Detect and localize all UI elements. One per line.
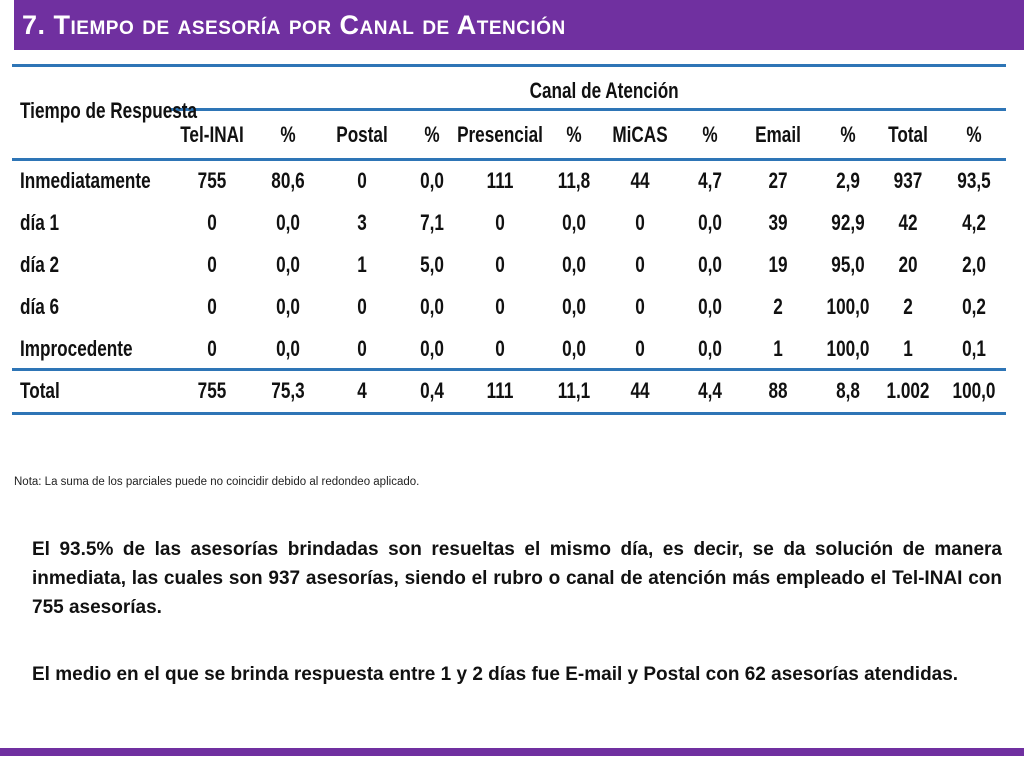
table-cell: 1 bbox=[357, 252, 367, 277]
table-cell: 11,8 bbox=[557, 168, 591, 193]
table-cell: 0 bbox=[357, 336, 367, 361]
table-cell: 0,0 bbox=[276, 336, 300, 361]
table-cell: 0 bbox=[495, 336, 505, 361]
total-cell: 111 bbox=[486, 378, 514, 403]
table-cell: 0 bbox=[207, 294, 217, 319]
table-cell: 0,0 bbox=[420, 294, 444, 319]
table-cell: 0 bbox=[635, 252, 645, 277]
table-cell: 19 bbox=[768, 252, 788, 277]
row-label: Inmediatamente bbox=[20, 168, 151, 193]
column-header: % bbox=[280, 122, 296, 147]
title-bar-white-strip bbox=[0, 0, 14, 50]
summary-paragraph-1: El 93.5% de las asesorías brindadas son resueltas el mismo día, es decir, se da solución de manera inmediata, las cuales son 937 asesorías, siendo el rubro o canal de atención más empleado el Tel-INAI con 755 asesorías. bbox=[32, 539, 1002, 618]
table-cell: 5,0 bbox=[420, 252, 444, 277]
table-cell: 80,6 bbox=[271, 168, 305, 193]
total-top-rule bbox=[12, 368, 1006, 371]
table-cell: 755 bbox=[197, 168, 227, 193]
table-cell: 0,0 bbox=[698, 294, 722, 319]
table-cell: 937 bbox=[893, 168, 923, 193]
table-cell: 0 bbox=[207, 336, 217, 361]
total-cell: 44 bbox=[630, 378, 650, 403]
column-header: Email bbox=[755, 122, 801, 147]
table-cell: 0 bbox=[495, 252, 505, 277]
table-cell: 27 bbox=[768, 168, 788, 193]
row-label: día 2 bbox=[20, 252, 60, 277]
table-cell: 2 bbox=[903, 294, 913, 319]
table-cell: 1 bbox=[903, 336, 913, 361]
table-cell: 2,0 bbox=[962, 252, 986, 277]
table-cell: 0,2 bbox=[962, 294, 986, 319]
table-cell: 93,5 bbox=[957, 168, 991, 193]
table-cell: 0,0 bbox=[698, 252, 722, 277]
table-cell: 4,7 bbox=[698, 168, 722, 193]
table-cell: 92,9 bbox=[831, 210, 865, 235]
table-cell: 3 bbox=[357, 210, 367, 235]
table-cell: 95,0 bbox=[831, 252, 865, 277]
table-bottom-rule bbox=[12, 412, 1006, 415]
table-cell: 1 bbox=[773, 336, 783, 361]
table-cell: 39 bbox=[768, 210, 788, 235]
bottom-bar bbox=[0, 748, 1024, 756]
column-header: Total bbox=[888, 122, 928, 147]
table-cell: 20 bbox=[898, 252, 918, 277]
row-label: día 1 bbox=[20, 210, 60, 235]
row-label: Improcedente bbox=[20, 336, 133, 361]
header-group-rule bbox=[170, 108, 1006, 111]
column-header: % bbox=[966, 122, 982, 147]
table-cell: 0,0 bbox=[276, 210, 300, 235]
table-cell: 100,0 bbox=[826, 294, 870, 319]
total-cell: 0,4 bbox=[420, 378, 444, 403]
table-cell: 100,0 bbox=[826, 336, 870, 361]
table-cell: 0 bbox=[635, 294, 645, 319]
total-cell: 88 bbox=[768, 378, 788, 403]
table-cell: 0,0 bbox=[420, 336, 444, 361]
table-cell: 0,0 bbox=[698, 336, 722, 361]
footnote: Nota: La suma de los parciales puede no coincidir debido al redondeo aplicado. bbox=[14, 476, 420, 488]
column-header: Postal bbox=[336, 122, 388, 147]
table-cell: 7,1 bbox=[420, 210, 444, 235]
table-cell: 0,0 bbox=[276, 252, 300, 277]
table-cell: 0,0 bbox=[562, 294, 586, 319]
table-cell: 0,0 bbox=[562, 210, 586, 235]
column-header: % bbox=[702, 122, 718, 147]
total-cell: 4,4 bbox=[698, 378, 722, 403]
table-cell: 0 bbox=[635, 210, 645, 235]
table-cell: 2,9 bbox=[836, 168, 860, 193]
table-cell: 44 bbox=[630, 168, 650, 193]
canal-de-atencion-header: Canal de Atención bbox=[529, 78, 679, 103]
total-cell: 4 bbox=[357, 378, 367, 403]
table-cell: 42 bbox=[898, 210, 918, 235]
table-cell: 0,0 bbox=[420, 168, 444, 193]
column-header: Tel-INAI bbox=[180, 122, 244, 147]
table-cell: 0 bbox=[207, 210, 217, 235]
table-cell: 0,0 bbox=[276, 294, 300, 319]
table-cell: 0 bbox=[207, 252, 217, 277]
row-label: día 6 bbox=[20, 294, 60, 319]
table-cell: 0,0 bbox=[698, 210, 722, 235]
table-cell: 111 bbox=[486, 168, 514, 193]
table-cell: 0,0 bbox=[562, 252, 586, 277]
header-bottom-rule bbox=[12, 158, 1006, 161]
tiempo-de-respuesta-header: Tiempo de Respuesta bbox=[20, 98, 198, 123]
table-top-rule bbox=[12, 64, 1006, 67]
table-cell: 0 bbox=[495, 210, 505, 235]
total-cell: 75,3 bbox=[271, 378, 305, 403]
summary-paragraph-2: El medio en el que se brinda respuesta entre 1 y 2 días fue E-mail y Postal con 62 asesorías atendidas. bbox=[32, 664, 959, 685]
total-cell: 8,8 bbox=[836, 378, 860, 403]
table-cell: 0,0 bbox=[562, 336, 586, 361]
table-cell: 0 bbox=[495, 294, 505, 319]
total-row-label: Total bbox=[20, 378, 60, 403]
column-header: % bbox=[424, 122, 440, 147]
table-cell: 0 bbox=[357, 168, 367, 193]
page-title: 7. Tiempo de asesoría por Canal de Atención bbox=[22, 10, 566, 40]
column-header: MiCAS bbox=[612, 122, 668, 147]
column-header: % bbox=[840, 122, 856, 147]
table-cell: 0 bbox=[635, 336, 645, 361]
table-cell: 2 bbox=[773, 294, 783, 319]
total-cell: 11,1 bbox=[557, 378, 591, 403]
table-cell: 0,1 bbox=[962, 336, 986, 361]
total-cell: 1.002 bbox=[886, 378, 930, 403]
table-cell: 0 bbox=[357, 294, 367, 319]
total-cell: 100,0 bbox=[952, 378, 996, 403]
total-cell: 755 bbox=[197, 378, 227, 403]
table-cell: 4,2 bbox=[962, 210, 986, 235]
column-header: % bbox=[566, 122, 582, 147]
column-header: Presencial bbox=[457, 122, 543, 147]
